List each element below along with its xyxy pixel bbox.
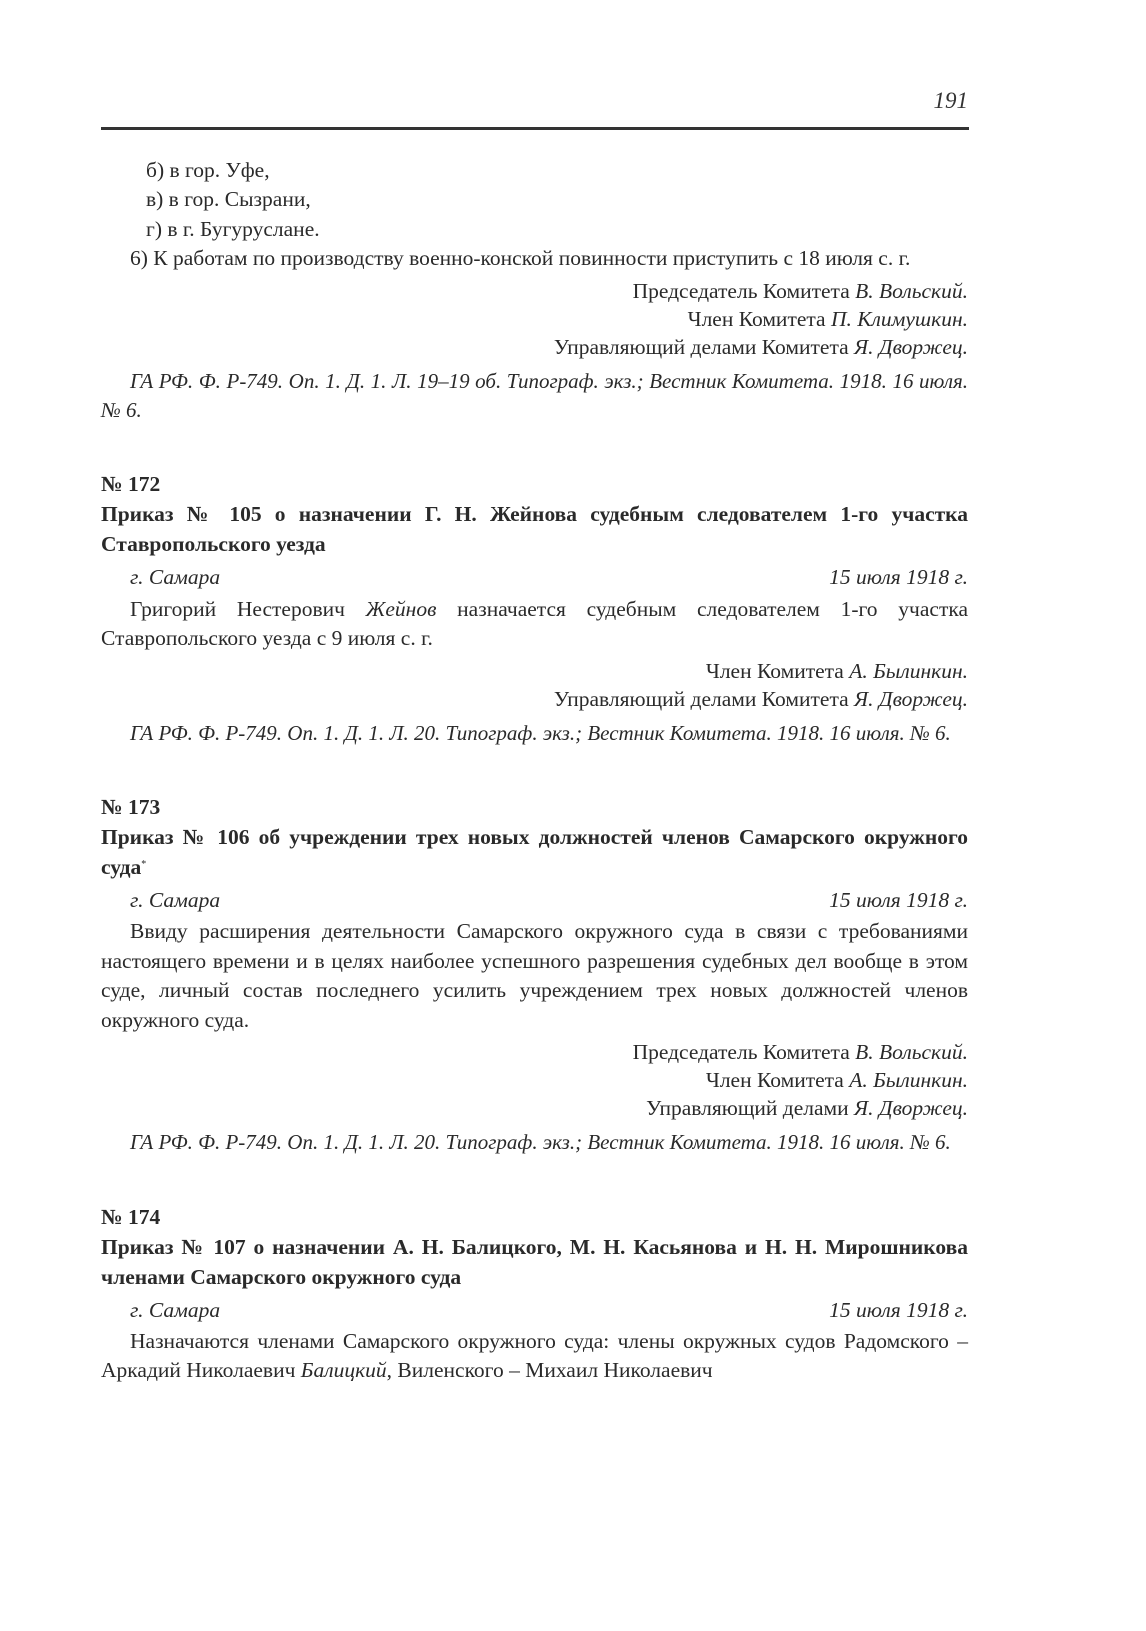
signature-line: [101, 1094, 968, 1122]
page-content: [101, 156, 968, 1386]
signature-role: Председатель Комитета: [632, 278, 850, 303]
document-date: 15 июля 1918 г.: [829, 1297, 968, 1322]
list-item: г) в г. Бугуруслане.: [146, 216, 320, 241]
archival-source: ГА РФ. Ф. Р-749. Оп. 1. Д. 1. Л. 20. Типограф. экз.; Вестник Комитета. 1918. 16 июля. № 6.: [130, 720, 951, 745]
signature-line: [101, 1038, 968, 1066]
body-text: Григорий Нестерович: [130, 596, 366, 621]
body-text: , Виленского – Михаил Николаевич: [386, 1358, 713, 1383]
list-item: б) в гор. Уфе,: [146, 158, 270, 182]
signature-role: Председатель Комитета: [632, 1040, 850, 1065]
document-title: [101, 499, 968, 559]
document-title-text: Приказ № 106 об учреждении трех новых должностей членов Самарского окружного суда: [101, 825, 968, 880]
signature-line: [101, 305, 968, 333]
body-emphasis: Балицкий: [300, 1358, 387, 1383]
body-paragraph: [101, 1327, 968, 1386]
signature-name: А. Былинкин.: [849, 658, 968, 683]
signature-block: [101, 657, 968, 713]
signature-line: [101, 657, 968, 685]
document-title: [101, 822, 968, 882]
body-text: Ввиду расширения деятельности Самарского окружного суда в связи с требованиями настоящего времени и в целях наиболее успешного разрешения судебных дел вообще в этом суде, личный состав последнего усилить учреждением трех новых должностей членов окружного суда.: [101, 919, 968, 1032]
signature-name: П. Климушкин.: [830, 306, 968, 331]
signature-block: [101, 277, 968, 361]
signature-role: Управляющий делами Комитета: [553, 686, 849, 711]
signature-role: Управляющий делами Комитета: [553, 334, 849, 359]
signature-block: [101, 1038, 968, 1122]
place-date-line: [101, 1296, 968, 1325]
document-date: 15 июля 1918 г.: [829, 565, 968, 590]
signature-line: [101, 685, 968, 713]
body-paragraph: 6) К работам по производству военно-конской повинности приступить с 18 июля с. г.: [130, 246, 911, 271]
document-172: [101, 469, 968, 748]
document-place: г. Самара: [130, 1297, 221, 1322]
signature-name: В. Вольский.: [855, 1040, 968, 1065]
previous-document-continuation: [101, 156, 968, 425]
body-emphasis: Жейнов: [365, 596, 437, 621]
signature-role: Член Комитета: [705, 1068, 844, 1093]
body-text: Назначаются членами Самарского окружного суда: члены окружных судов Радомского – Аркадий Николаевич: [101, 1328, 968, 1383]
signature-role: Управляющий делами: [646, 1096, 849, 1121]
document-title-text: Приказ № 107 о назначении А. Н. Балицкого, М. Н. Касьянова и Н. Н. Мирошникова членами Самарского окружного суда: [101, 1234, 968, 1289]
document-place: г. Самара: [130, 888, 221, 913]
footnote-marker[interactable]: *: [141, 859, 147, 871]
place-date-line: [101, 563, 968, 592]
document-title-text: Приказ № 105 о назначении Г. Н. Жейнова судебным следователем 1-го участка Ставропольского уезда: [101, 502, 968, 557]
signature-name: В. Вольский.: [855, 278, 968, 303]
signature-line: [101, 277, 968, 305]
signature-name: Я. Дворжец.: [854, 334, 968, 359]
signature-role: Член Комитета: [705, 658, 844, 683]
document-place: г. Самара: [130, 565, 221, 590]
header-rule: [101, 127, 969, 130]
body-paragraph: [101, 595, 968, 654]
document-date: 15 июля 1918 г.: [829, 888, 968, 913]
page-number: 191: [933, 88, 968, 113]
signature-name: Я. Дворжец.: [854, 686, 968, 711]
archival-source: ГА РФ. Ф. Р-749. Оп. 1. Д. 1. Л. 20. Типограф. экз.; Вестник Комитета. 1918. 16 июля. № 6.: [130, 1130, 951, 1155]
body-text: назначается судебным следователем 1-го участка Ставропольского уезда с 9 июля с. г.: [101, 596, 969, 651]
signature-line: [101, 1066, 968, 1094]
document-174: [101, 1202, 968, 1386]
signature-role: Член Комитета: [687, 306, 826, 331]
list-item: в) в гор. Сызрани,: [146, 187, 311, 212]
document-number: № 172: [101, 472, 161, 497]
signature-name: Я. Дворжец.: [854, 1096, 968, 1121]
signature-line: [101, 333, 968, 361]
archival-source: ГА РФ. Ф. Р-749. Оп. 1. Д. 1. Л. 19–19 об. Типограф. экз.; Вестник Комитета. 1918. 16 июля. № 6.: [101, 368, 968, 423]
signature-name: А. Былинкин.: [849, 1068, 968, 1093]
document-number: № 174: [101, 1204, 161, 1229]
document-number: № 173: [101, 795, 161, 820]
place-date-line: [101, 886, 968, 915]
document-title: [101, 1232, 968, 1292]
document-173: [101, 792, 968, 1157]
body-paragraph: [101, 917, 968, 1035]
